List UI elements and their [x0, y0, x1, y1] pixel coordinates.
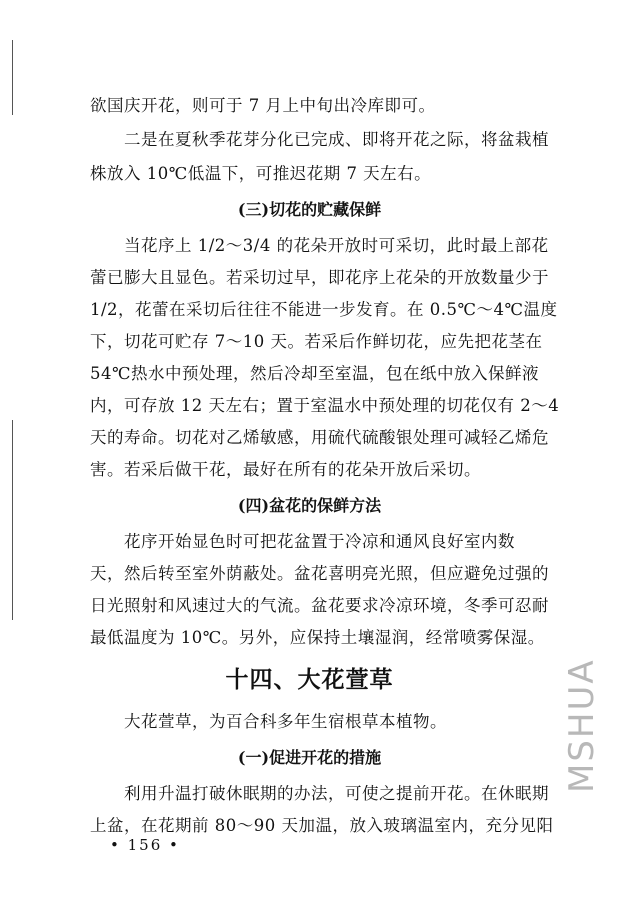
text-line: 内，可存放 12 天左右；置于室温水中预处理的切花仅有 2～4	[90, 396, 560, 415]
page-number: • 156 •	[110, 836, 180, 854]
text-line: 54℃热水中预处理，然后冷却至室温，包在纸中放入保鲜液	[90, 364, 539, 383]
section-heading: (一)促进开花的措施	[237, 748, 382, 767]
text-line: 欲国庆开花，则可于 7 月上中旬出冷库即可。	[90, 96, 436, 115]
scan-margin-line-top	[12, 40, 13, 115]
text-line: 株放入 10℃低温下，可推迟花期 7 天左右。	[90, 164, 432, 183]
text-line: 当花序上 1/2～3/4 的花朵开放时可采切，此时最上部花	[124, 236, 549, 255]
text-line: 花序开始显色时可把花盆置于冷凉和通风良好室内数	[124, 532, 515, 551]
chapter-heading: 十四、大花萱草	[225, 666, 394, 693]
text-line: 害。若采后做干花，最好在所有的花朵开放后采切。	[90, 460, 481, 479]
text-line: 上盆，在花期前 80～90 天加温，放入玻璃温室内，充分见阳	[90, 816, 554, 835]
text-line: 天的寿命。切花对乙烯敏感，用硫代硫酸银处理可减轻乙烯危	[90, 428, 549, 447]
text-line: 天，然后转至室外荫蔽处。盆花喜明亮光照，但应避免过强的	[90, 564, 549, 583]
text-line: 二是在夏秋季花芽分化已完成、即将开花之际，将盆栽植	[124, 130, 549, 149]
text-line: 利用升温打破休眠期的办法，可使之提前开花。在休眠期	[124, 784, 549, 803]
text-line: 最低温度为 10℃。另外，应保持土壤湿润，经常喷雾保湿。	[90, 628, 545, 647]
text-line: 蕾已膨大且显色。若采切过早，即花序上花朵的开放数量少于	[90, 268, 549, 287]
text-line: 下，切花可贮存 7～10 天。若采后作鲜切花，应先把花茎在	[90, 332, 543, 351]
scan-margin-line-bottom	[12, 420, 13, 620]
text-line: 日光照射和风速过大的气流。盆花要求冷凉环境，冬季可忍耐	[90, 596, 549, 615]
section-heading: (三)切花的贮藏保鲜	[237, 200, 382, 219]
section-heading: (四)盆花的保鲜方法	[237, 496, 382, 515]
text-line: 1/2，花蕾在采切后往往不能进一步发育。在 0.5℃～4℃温度	[90, 300, 558, 319]
watermark: MSHUA	[562, 658, 602, 793]
text-line: 大花萱草，为百合科多年生宿根草本植物。	[124, 712, 447, 731]
